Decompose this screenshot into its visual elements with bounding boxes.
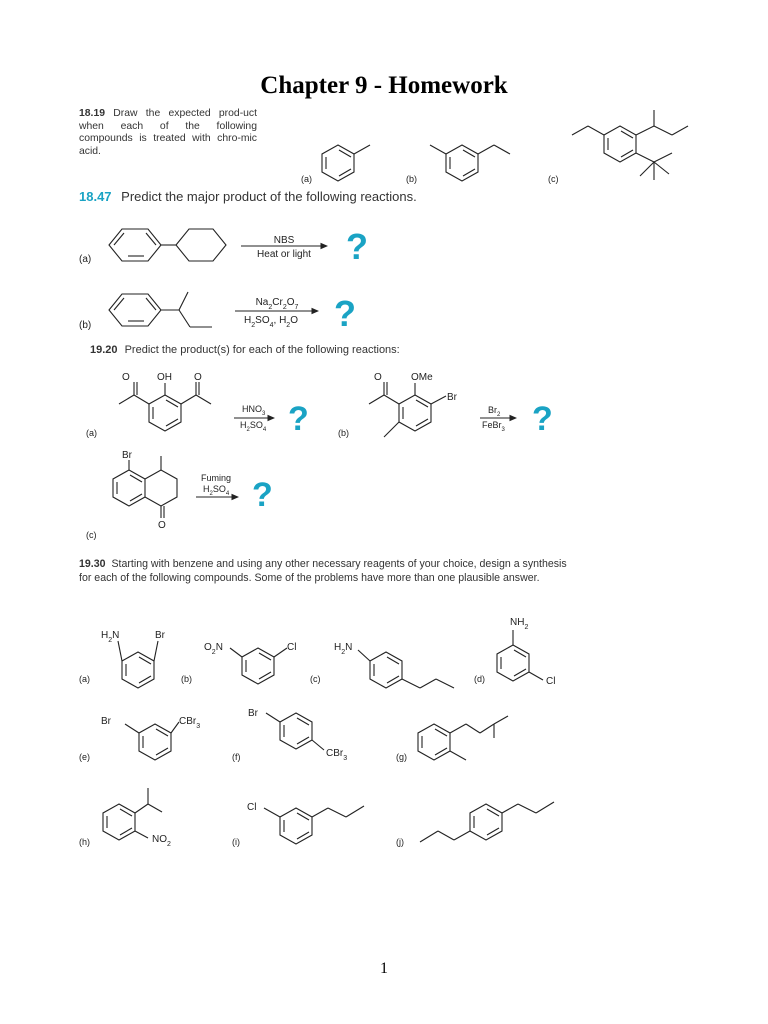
problem-number: 19.20 (90, 344, 118, 356)
oxygen: O (122, 372, 130, 383)
amino-group: $H_2N$ (101, 630, 120, 644)
reagent-top: $Br_2$ (488, 405, 501, 418)
label-c: (c) (548, 174, 559, 184)
tribromomethyl-group: CBr$_3$ (326, 748, 348, 762)
oxygen: O (374, 372, 382, 383)
reagent-bottom: Heat or light (257, 249, 311, 260)
reagent-top: NBS (273, 235, 295, 246)
molecule-19-20-a (119, 382, 211, 431)
amino-group: $H_2N$ (334, 642, 353, 656)
reagent-bottom: FeBr$_3$ (482, 420, 505, 433)
label-b: (b) (181, 674, 192, 684)
molecule-18-47-b (109, 292, 212, 327)
bromine: Br (447, 392, 457, 403)
problem-number: 19.30 (79, 558, 106, 570)
question-mark: ? (252, 476, 273, 514)
question-mark: ? (532, 400, 553, 438)
amino-group: $NH_2$ (510, 617, 529, 631)
reagent-top: $HNO_3$ (242, 404, 266, 417)
chlorine: Cl (247, 802, 257, 813)
chlorine: Cl (287, 642, 297, 653)
question-mark: ? (346, 226, 368, 267)
label-d: (d) (474, 674, 485, 684)
molecule-19-30-f (266, 713, 324, 750)
reagent-bottom: $H_2SO_4$ (240, 420, 267, 433)
problem-instructions: Draw the expected prod-uct when each of the following compounds is treated with chro-mic acid. (79, 108, 258, 157)
label-g: (g) (396, 752, 407, 762)
molecule-19-30-a (118, 641, 158, 688)
molecule-18-47-a (109, 229, 226, 261)
oxygen: O (158, 520, 166, 531)
ome-group: OMe (411, 372, 433, 383)
molecule-18-19-a (322, 145, 370, 181)
label-c: (c) (310, 674, 321, 684)
nitro-group: $O_2N$ (204, 642, 223, 656)
problem-instructions: Starting with benzene and using any other necessary reagents of your choice, design a synthesis for each of the following compounds. Some of the problems have more than one plausible answer. (79, 558, 567, 584)
question-mark: ? (334, 293, 356, 334)
label-b: (b) (79, 320, 92, 331)
chlorine: Cl (546, 676, 556, 687)
bromine: Br (122, 450, 132, 461)
label-c: (c) (86, 530, 97, 540)
molecule-18-19-b (430, 145, 510, 181)
bromine: Br (155, 630, 165, 641)
molecule-19-30-c (358, 650, 454, 688)
bromine: Br (248, 708, 258, 719)
molecule-19-30-i (264, 806, 364, 844)
page-title: Chapter 9 - Homework (260, 72, 508, 99)
tribromomethyl-group: CBr$_3$ (179, 716, 201, 730)
reagent-bottom: $H_2SO_4$ (203, 484, 230, 497)
label-e: (e) (79, 752, 90, 762)
label-i: (i) (232, 837, 240, 847)
bromine: Br (101, 716, 111, 727)
label-f: (f) (232, 752, 241, 762)
label-b: (b) (406, 174, 417, 184)
reagent-top: Fuming (201, 473, 232, 483)
molecule-19-30-j (420, 802, 554, 842)
label-a: (a) (79, 674, 90, 684)
problem-number: 18.19 (79, 108, 106, 119)
label-a: (a) (86, 428, 97, 438)
molecule-19-30-d (497, 630, 543, 681)
reagent-bottom: $H_2SO_4$, $H_2O$ (244, 315, 298, 329)
problem-number: 18.47 (79, 189, 112, 204)
nitro-group: $NO_2$ (152, 834, 171, 848)
label-a: (a) (79, 254, 92, 265)
label-a: (a) (301, 174, 312, 184)
molecule-19-30-g (418, 716, 508, 760)
problem-instructions: Predict the product(s) for each of the following reactions: (124, 344, 400, 356)
molecule-19-30-e (125, 722, 179, 760)
molecule-19-30-b (230, 648, 287, 684)
problem-instructions: Predict the major product of the following reactions. (121, 189, 417, 204)
label-h: (h) (79, 837, 90, 847)
molecule-19-30-h (103, 788, 162, 840)
label-j: (j) (396, 837, 404, 847)
molecule-19-20-c (113, 456, 177, 518)
page-number: 1 (380, 960, 388, 977)
oxygen: O (194, 372, 202, 383)
molecule-19-20-b (369, 382, 446, 437)
label-b: (b) (338, 428, 349, 438)
question-mark: ? (288, 400, 309, 438)
reagent-top: $Na_2Cr_2O_7$ (255, 297, 299, 311)
oh-group: OH (157, 372, 172, 383)
molecule-18-19-c (572, 110, 688, 180)
